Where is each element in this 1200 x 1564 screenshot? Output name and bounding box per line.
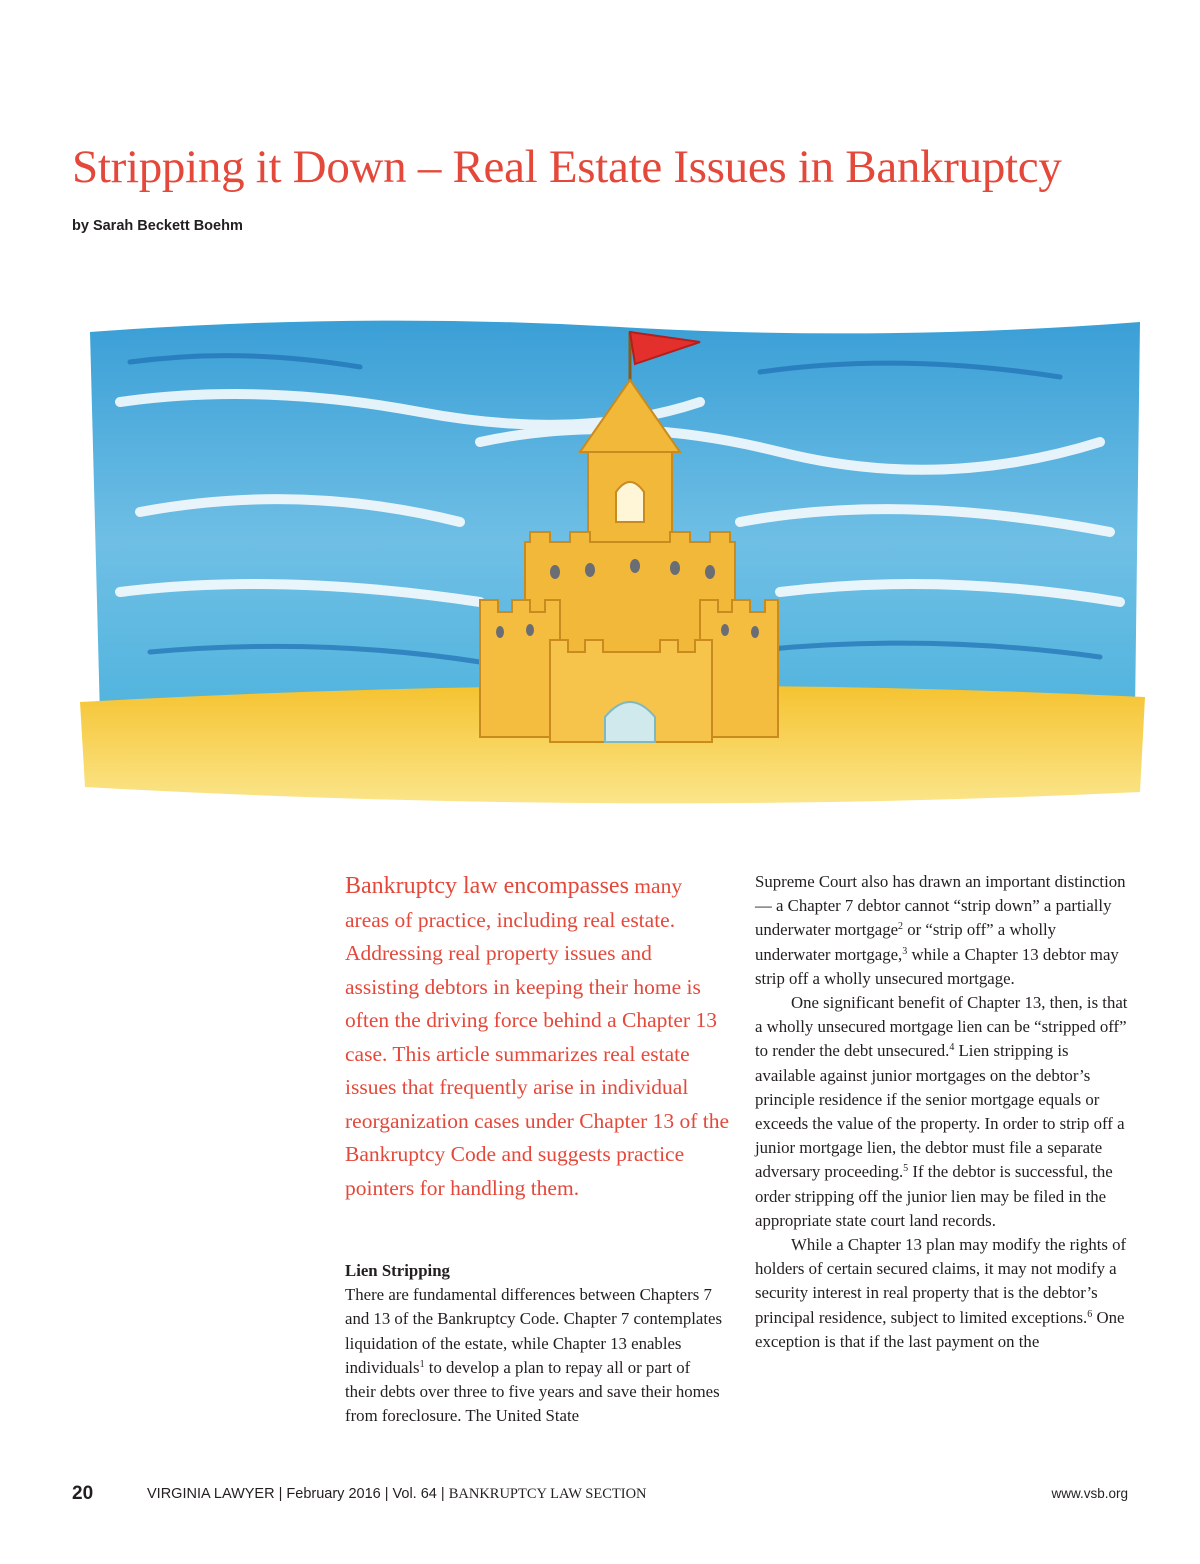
section-heading: Lien Stripping	[345, 1261, 450, 1280]
left-column	[345, 1259, 725, 1428]
footnote-ref: 5	[903, 1163, 909, 1175]
paragraph-4: While a Chapter 13 plan may modify the rights of holders of certain secured claims, it may not modify a security interest in real property that is the debtor’s principal residence, subject to limited exceptions.$^6$ One exception is that if the last payment on the	[755, 1235, 1127, 1351]
intro-text: many areas of practice, including real estate. Addressing real property issues and assisting debtors in keeping their home is often the driving force behind a Chapter 13 case. This article summarizes real estate issues that frequently arise in individual reorganization cases under Chapter 13 of the Bankruptcy Code and suggests practice pointers for handling them.	[345, 874, 730, 1200]
section-name: BANKRUPTCY LAW SECTION	[448, 1486, 647, 1502]
publication-info: VIRGINIA LAWYER | February 2016 | Vol. 64 | BANKRUPTCY LAW SECTION	[147, 1486, 647, 1502]
sandcastle-illustration	[60, 292, 1160, 832]
footnote-ref: 1	[419, 1358, 425, 1370]
byline: by Sarah Beckett Boehm	[72, 218, 243, 234]
paragraph-3: One significant benefit of Chapter 13, then, is that a wholly unsecured mortgage lien can be “stripped off” to render the debt unsecured.$^4$ Lien stripping is available against junior mortgages on the debtor’s principle residence if the senior mortgage equals or exceeds the value of the property. In order to strip off a junior mortgage lien, the debtor must file a separate adversary proceeding.$^5$ If the debtor is successful, the order stripping off the junior lien may be filed in the appropriate state court land records.	[755, 993, 1128, 1230]
footnote-ref: 6	[1087, 1308, 1093, 1320]
article-intro	[345, 870, 730, 1205]
footnote-ref: 4	[949, 1042, 955, 1054]
paragraph-2: Supreme Court also has drawn an important distinction — a Chapter 7 debtor cannot “strip down” a partially underwater mortgage$^2$ or “strip off” a wholly underwater mortgage,$^3$ while a Chapter 13 debtor may strip off a wholly unsecured mortgage.	[755, 872, 1126, 988]
website-link[interactable]: www.vsb.org	[1051, 1486, 1128, 1501]
page-number: 20	[72, 1483, 94, 1504]
article-title: Stripping it Down – Real Estate Issues in Bankruptcy	[72, 141, 1062, 193]
footnote-ref: 2	[898, 921, 904, 933]
footnote-ref: 3	[902, 945, 908, 957]
intro-lead: Bankruptcy law encompasses	[345, 873, 629, 899]
paragraph-1: There are fundamental differences between Chapters 7 and 13 of the Bankruptcy Code. Chapter 7 contemplates liquidation of the estate, while Chapter 13 enables individuals$^1$ to develop a plan to repay all or part of their debts over three to five years and save their homes from foreclosure. The United State	[345, 1285, 723, 1426]
right-column	[755, 870, 1130, 1354]
page-footer	[72, 1483, 1128, 1513]
